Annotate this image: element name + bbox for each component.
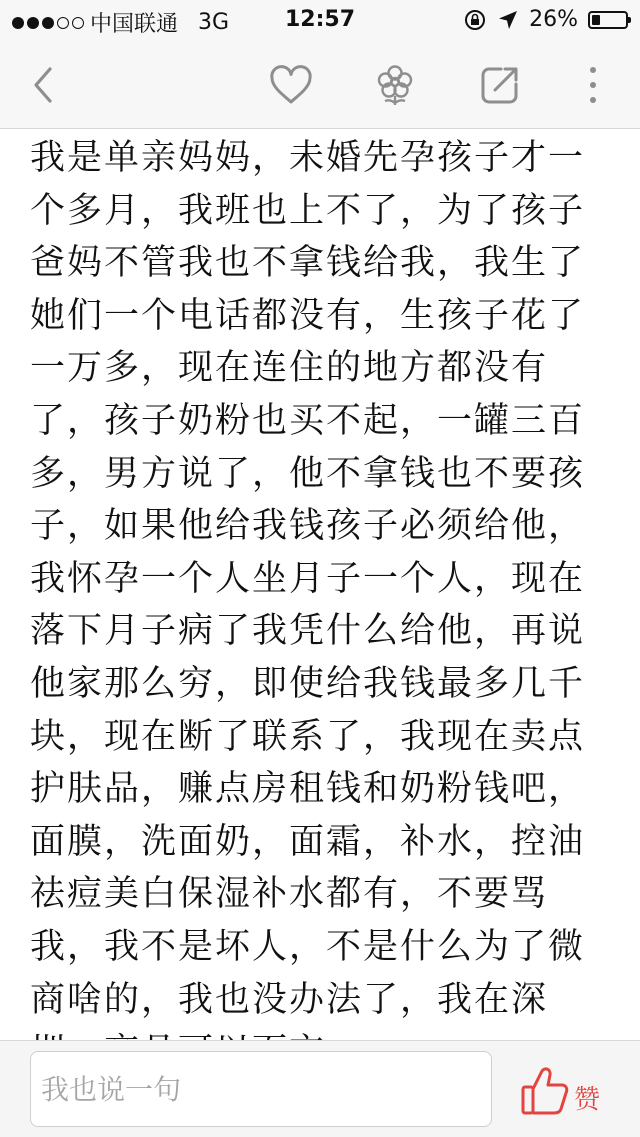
status-right xyxy=(463,7,628,32)
battery-percent: 26% xyxy=(529,7,578,32)
favorite-button[interactable] xyxy=(268,62,314,108)
heart-icon xyxy=(268,65,314,105)
status-time: 12:57 xyxy=(284,7,356,32)
flower-button[interactable] xyxy=(372,62,418,108)
comment-input[interactable] xyxy=(30,1051,492,1127)
more-icon xyxy=(587,64,599,106)
post-body: 我是单亲妈妈，未婚先孕孩子才一个多月，我班也上不了，为了孩子爸妈不管我也不拿钱给我，我生了她们一个电话都没有，生孩子花了一万多，现在连住的地方都没有了，孩子奶粉也买不起，一罐三百多，男方说了，他不拿钱也不要孩子，如果他给我钱孩子必须给他，我怀孕一个人坐月子一个人，现在落下月子病了我凭什么给他，再说他家那么穷，即使给我钱最多几千块，现在断了联系了，我现在卖点护肤品，赚点房租钱和奶粉钱吧，面膜，洗面奶，面霜，补水，控油祛痘美白保湿补水都有，不要骂我，我不是坏人，不是什么为了微商啥的，我也没办法了，我在深 xyxy=(30,138,586,1020)
back-button[interactable] xyxy=(20,62,66,108)
share-button[interactable] xyxy=(477,62,523,108)
comment-bar xyxy=(0,1040,640,1137)
thumbs-up-icon xyxy=(520,1065,570,1117)
battery-icon xyxy=(588,11,628,29)
share-icon xyxy=(479,64,521,106)
carrier-label: 中国联通 xyxy=(90,12,179,37)
navigation-bar xyxy=(0,40,640,129)
like-button[interactable] xyxy=(520,1061,610,1121)
like-label: 赞 xyxy=(574,1084,601,1115)
flower-icon xyxy=(373,63,417,107)
location-arrow-icon xyxy=(497,9,519,31)
back-icon xyxy=(28,65,58,105)
more-button[interactable] xyxy=(570,62,616,108)
status-bar xyxy=(0,0,640,40)
network-label: 3G xyxy=(198,10,230,35)
rotation-lock-icon xyxy=(463,8,487,32)
